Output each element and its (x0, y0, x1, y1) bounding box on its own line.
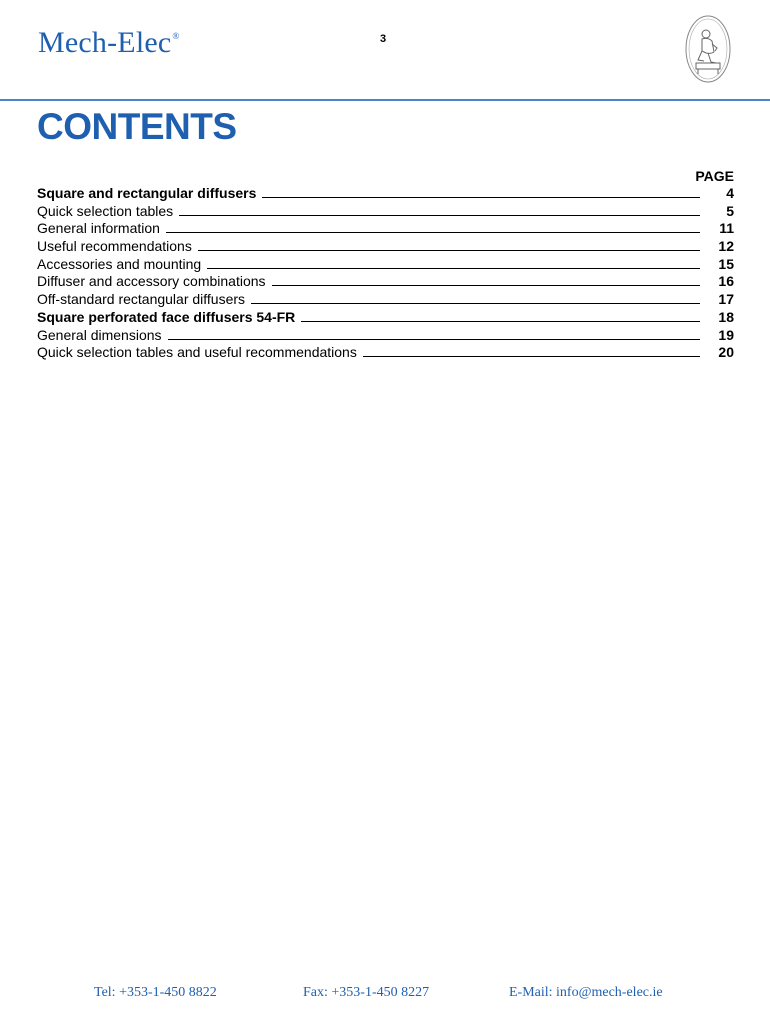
toc-leader-line (166, 220, 700, 233)
toc-entry-title: General dimensions (37, 326, 162, 343)
footer-telephone: Tel: +353-1-450 8822 (94, 985, 217, 1000)
page-number: 3 (380, 33, 387, 45)
page-column-header: PAGE (695, 168, 734, 184)
toc-entry[interactable] (37, 256, 734, 274)
toc-entry[interactable] (37, 309, 734, 327)
toc-entry-title: Square and rectangular diffusers (37, 185, 257, 201)
toc-entry-page: 15 (718, 255, 734, 272)
toc-entry-page: 19 (718, 326, 734, 343)
toc-leader-line (272, 273, 700, 286)
toc-entry[interactable] (37, 327, 734, 345)
toc-entry-page: 17 (718, 291, 734, 308)
toc-entry-title: Off-standard rectangular diffusers (37, 291, 246, 308)
toc-entry-title: Quick selection tables and useful recommendations (37, 344, 357, 361)
toc-entry-title: General information (37, 220, 160, 237)
toc-leader-line (301, 309, 700, 322)
toc-entry[interactable] (37, 220, 734, 238)
toc-entry-title: Accessories and mounting (37, 255, 202, 272)
toc-entry[interactable] (37, 238, 734, 256)
toc-leader-line (363, 344, 700, 357)
toc-leader-line (168, 327, 700, 340)
toc-entry-page: 4 (726, 185, 734, 201)
footer-email[interactable]: E-Mail: info@mech-elec.ie (509, 985, 663, 1000)
registered-mark: ® (172, 31, 180, 41)
toc-entry-page: 11 (719, 220, 734, 237)
page-title: CONTENTS (37, 106, 237, 147)
toc-leader-line (179, 203, 700, 216)
toc-entry-page: 20 (718, 344, 734, 361)
toc-entry[interactable] (37, 185, 734, 203)
toc-entry-page: 16 (718, 273, 734, 290)
brand-name: Mech-Elec (38, 26, 172, 59)
toc-entry[interactable] (37, 273, 734, 291)
toc-entry-page: 5 (726, 202, 734, 219)
toc-entry-title: Diffuser and accessory combinations (37, 273, 266, 290)
toc-entry[interactable] (37, 291, 734, 309)
toc-leader-line (198, 238, 700, 251)
toc-leader-line (262, 185, 700, 198)
seated-figure-emblem-icon (684, 14, 732, 84)
brand-logo-text (38, 26, 179, 60)
toc-entry-page: 18 (718, 308, 734, 325)
table-of-contents (37, 185, 734, 362)
toc-entry[interactable] (37, 203, 734, 221)
header-divider (0, 99, 770, 101)
toc-entry[interactable] (37, 344, 734, 362)
toc-entry-title: Useful recommendations (37, 238, 192, 255)
toc-entry-title: Quick selection tables (37, 202, 174, 219)
toc-entry-page: 12 (718, 238, 734, 255)
toc-leader-line (207, 256, 700, 269)
toc-leader-line (251, 291, 700, 304)
footer-fax: Fax: +353-1-450 8227 (303, 985, 430, 1000)
toc-entry-title: Square perforated face diffusers 54-FR (37, 308, 296, 325)
